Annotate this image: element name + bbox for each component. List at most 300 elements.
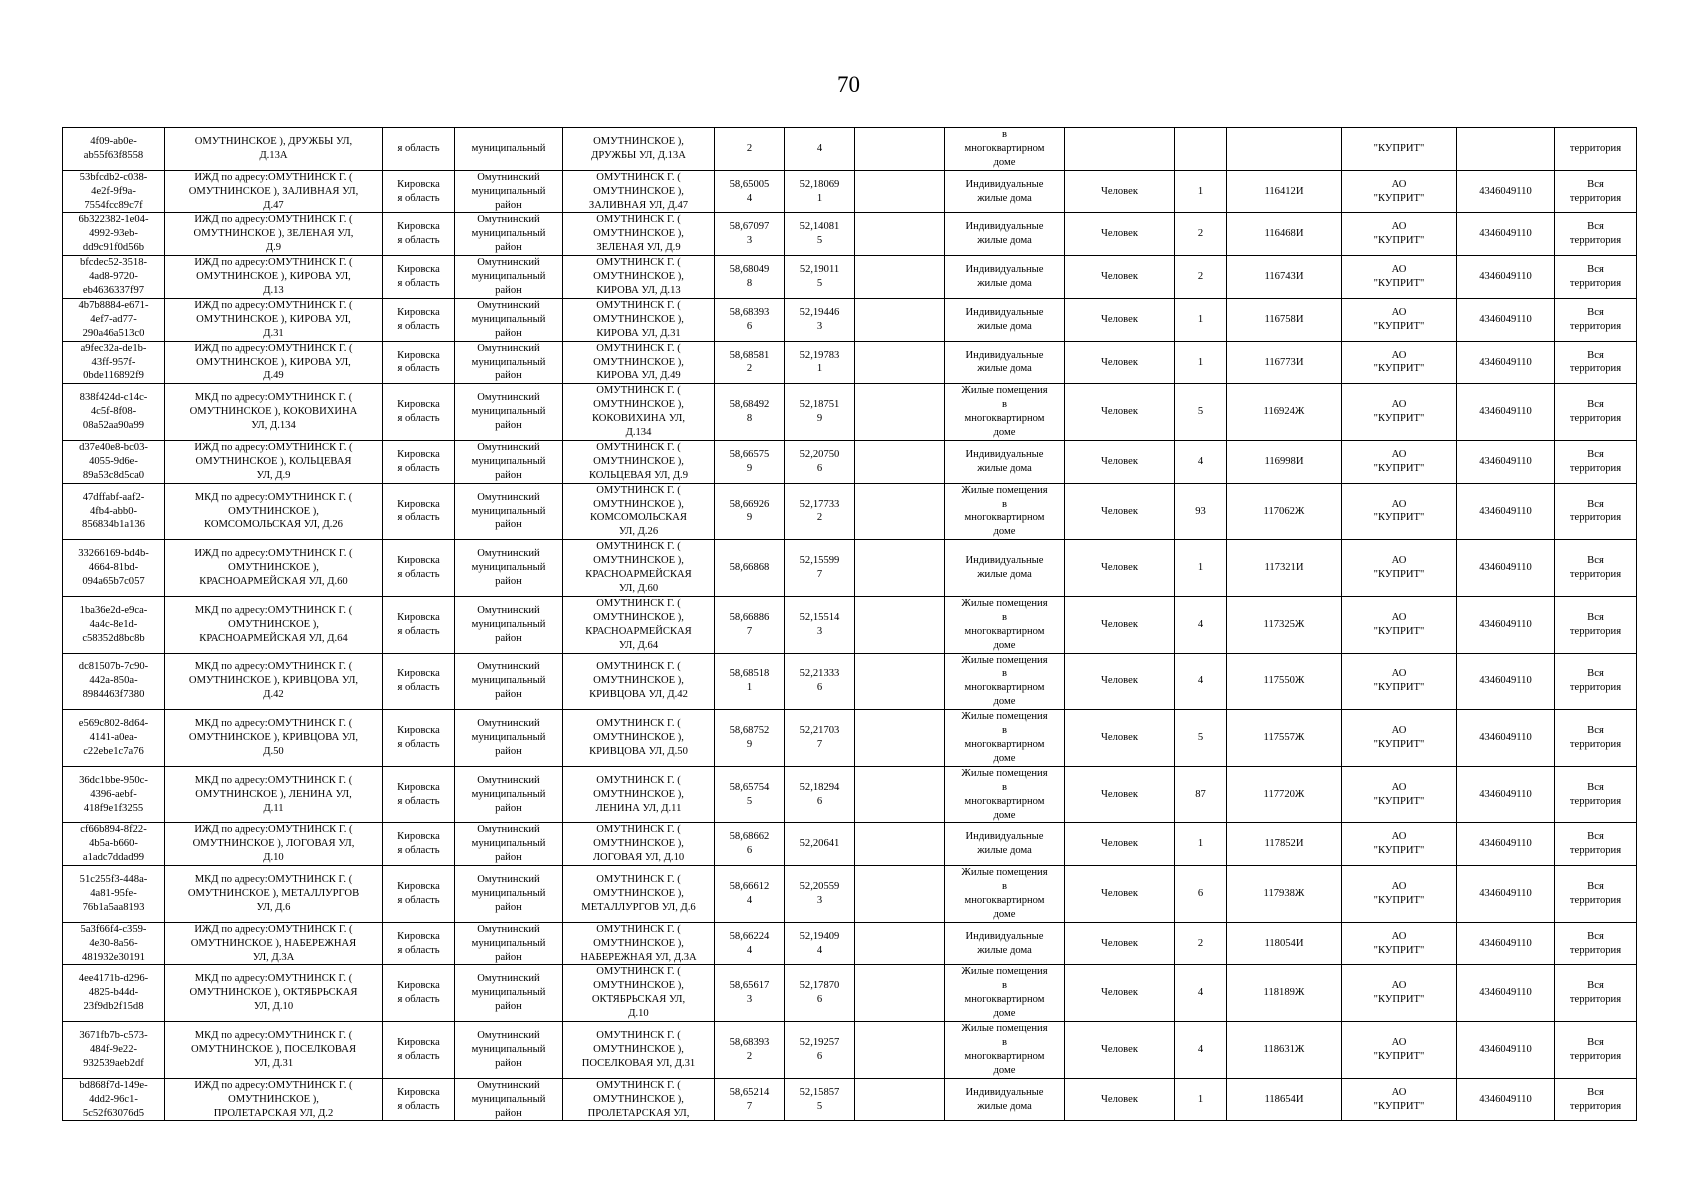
- unit-cell: Человек: [1065, 596, 1175, 653]
- region-cell: Кировска я область: [383, 298, 455, 341]
- resident-count-cell: 4: [1175, 440, 1227, 483]
- object-description-cell: ИЖД по адресу:ОМУТНИНСК Г. ( ОМУТНИНСКОЕ ), КИРОВА УЛ, Д.49: [165, 341, 383, 384]
- latitude-cell: 58,68393 6: [715, 298, 785, 341]
- record-id-cell: 6b322382-1e04- 4992-93eb- dd9c91f0d56b: [63, 213, 165, 256]
- territory-cell: Вся территория: [1555, 540, 1637, 597]
- territory-cell: Вся территория: [1555, 384, 1637, 441]
- inn-cell: 4346049110: [1457, 440, 1555, 483]
- region-cell: Кировска я область: [383, 1022, 455, 1079]
- district-cell: Омутнинский муниципальный район: [455, 1022, 563, 1079]
- operator-cell: АО "КУПРИТ": [1342, 540, 1457, 597]
- operator-cell: АО "КУПРИТ": [1342, 710, 1457, 767]
- latitude-cell: 58,68518 1: [715, 653, 785, 710]
- operator-cell: АО "КУПРИТ": [1342, 213, 1457, 256]
- object-description-cell: МКД по адресу:ОМУТНИНСК Г. ( ОМУТНИНСКОЕ ), МЕТАЛЛУРГОВ УЛ, Д.6: [165, 866, 383, 923]
- record-id-cell: bfcdec52-3518- 4ad8-9720- eb4636337f97: [63, 256, 165, 299]
- inn-cell: 4346049110: [1457, 540, 1555, 597]
- object-code-cell: 116998И: [1227, 440, 1342, 483]
- address-cell: ОМУТНИНСК Г. ( ОМУТНИНСКОЕ ), КИРОВА УЛ, Д.49: [563, 341, 715, 384]
- object-type-cell: Индивидуальные жилые дома: [945, 540, 1065, 597]
- unit-cell: Человек: [1065, 483, 1175, 540]
- district-cell: Омутнинский муниципальный район: [455, 596, 563, 653]
- resident-count-cell: 93: [1175, 483, 1227, 540]
- object-code-cell: 117720Ж: [1227, 766, 1342, 823]
- unit-cell: Человек: [1065, 440, 1175, 483]
- address-cell: ОМУТНИНСК Г. ( ОМУТНИНСКОЕ ), ЗАЛИВНАЯ УЛ, Д.47: [563, 170, 715, 213]
- empty-cell: [855, 170, 945, 213]
- longitude-cell: 52,21333 6: [785, 653, 855, 710]
- empty-cell: [855, 213, 945, 256]
- resident-count-cell: 1: [1175, 170, 1227, 213]
- object-code-cell: 118654И: [1227, 1078, 1342, 1121]
- inn-cell: 4346049110: [1457, 1078, 1555, 1121]
- record-id-cell: 838f424d-c14c- 4c5f-8f08- 08a52aa90a99: [63, 384, 165, 441]
- latitude-cell: 58,65214 7: [715, 1078, 785, 1121]
- latitude-cell: 58,65005 4: [715, 170, 785, 213]
- object-description-cell: ИЖД по адресу:ОМУТНИНСК Г. ( ОМУТНИНСКОЕ ), ПРОЛЕТАРСКАЯ УЛ, Д.2: [165, 1078, 383, 1121]
- table-row: [63, 823, 1637, 866]
- longitude-cell: 52,19783 1: [785, 341, 855, 384]
- record-id-cell: bd868f7d-149e- 4dd2-96c1- 5c52f63076d5: [63, 1078, 165, 1121]
- district-cell: муниципальный: [455, 128, 563, 171]
- region-cell: Кировска я область: [383, 341, 455, 384]
- unit-cell: Человек: [1065, 710, 1175, 767]
- table-row: [63, 866, 1637, 923]
- record-id-cell: dc81507b-7c90- 442a-850a- 8984463f7380: [63, 653, 165, 710]
- empty-cell: [855, 1078, 945, 1121]
- region-cell: Кировска я область: [383, 540, 455, 597]
- empty-cell: [855, 653, 945, 710]
- territory-cell: территория: [1555, 128, 1637, 171]
- region-cell: Кировска я область: [383, 596, 455, 653]
- operator-cell: АО "КУПРИТ": [1342, 384, 1457, 441]
- longitude-cell: 52,19257 6: [785, 1022, 855, 1079]
- object-type-cell: Жилые помещения в многоквартирном доме: [945, 483, 1065, 540]
- inn-cell: 4346049110: [1457, 298, 1555, 341]
- latitude-cell: 58,68752 9: [715, 710, 785, 767]
- district-cell: Омутнинский муниципальный район: [455, 766, 563, 823]
- object-type-cell: Жилые помещения в многоквартирном доме: [945, 710, 1065, 767]
- record-id-cell: 1ba36e2d-e9ca- 4a4c-8e1d- c58352d8bc8b: [63, 596, 165, 653]
- region-cell: Кировска я область: [383, 440, 455, 483]
- empty-cell: [855, 922, 945, 965]
- district-cell: Омутнинский муниципальный район: [455, 170, 563, 213]
- object-code-cell: [1227, 128, 1342, 171]
- latitude-cell: 58,68049 8: [715, 256, 785, 299]
- latitude-cell: 58,68581 2: [715, 341, 785, 384]
- object-description-cell: ИЖД по адресу:ОМУТНИНСК Г. ( ОМУТНИНСКОЕ ), КРАСНОАРМЕЙСКАЯ УЛ, Д.60: [165, 540, 383, 597]
- operator-cell: АО "КУПРИТ": [1342, 256, 1457, 299]
- resident-count-cell: 4: [1175, 653, 1227, 710]
- latitude-cell: 58,68662 6: [715, 823, 785, 866]
- inn-cell: 4346049110: [1457, 965, 1555, 1022]
- district-cell: Омутнинский муниципальный район: [455, 710, 563, 767]
- resident-count-cell: 2: [1175, 213, 1227, 256]
- object-type-cell: Жилые помещения в многоквартирном доме: [945, 1022, 1065, 1079]
- address-cell: ОМУТНИНСКОЕ ), ДРУЖБЫ УЛ, Д.13А: [563, 128, 715, 171]
- empty-cell: [855, 341, 945, 384]
- district-cell: Омутнинский муниципальный район: [455, 298, 563, 341]
- operator-cell: "КУПРИТ": [1342, 128, 1457, 171]
- resident-count-cell: 5: [1175, 384, 1227, 441]
- inn-cell: 4346049110: [1457, 596, 1555, 653]
- object-type-cell: Индивидуальные жилые дома: [945, 440, 1065, 483]
- longitude-cell: 52,20559 3: [785, 866, 855, 923]
- empty-cell: [855, 965, 945, 1022]
- operator-cell: АО "КУПРИТ": [1342, 965, 1457, 1022]
- latitude-cell: 58,66612 4: [715, 866, 785, 923]
- inn-cell: 4346049110: [1457, 866, 1555, 923]
- address-cell: ОМУТНИНСК Г. ( ОМУТНИНСКОЕ ), ЗЕЛЕНАЯ УЛ, Д.9: [563, 213, 715, 256]
- object-code-cell: 116743И: [1227, 256, 1342, 299]
- unit-cell: Человек: [1065, 1078, 1175, 1121]
- address-cell: ОМУТНИНСК Г. ( ОМУТНИНСКОЕ ), ЛОГОВАЯ УЛ, Д.10: [563, 823, 715, 866]
- region-cell: Кировска я область: [383, 384, 455, 441]
- resident-count-cell: 1: [1175, 298, 1227, 341]
- region-cell: Кировска я область: [383, 766, 455, 823]
- territory-cell: Вся территория: [1555, 766, 1637, 823]
- object-description-cell: ИЖД по адресу:ОМУТНИНСК Г. ( ОМУТНИНСКОЕ ), КОЛЬЦЕВАЯ УЛ, Д.9: [165, 440, 383, 483]
- table-row: [63, 213, 1637, 256]
- table-row: [63, 1078, 1637, 1121]
- record-id-cell: 3671fb7b-c573- 484f-9e22- 932539aeb2df: [63, 1022, 165, 1079]
- inn-cell: 4346049110: [1457, 1022, 1555, 1079]
- object-code-cell: 116758И: [1227, 298, 1342, 341]
- operator-cell: АО "КУПРИТ": [1342, 298, 1457, 341]
- table-row: [63, 483, 1637, 540]
- object-description-cell: МКД по адресу:ОМУТНИНСК Г. ( ОМУТНИНСКОЕ ), КРИВЦОВА УЛ, Д.50: [165, 710, 383, 767]
- district-cell: Омутнинский муниципальный район: [455, 922, 563, 965]
- table-row: [63, 710, 1637, 767]
- object-code-cell: 118189Ж: [1227, 965, 1342, 1022]
- operator-cell: АО "КУПРИТ": [1342, 341, 1457, 384]
- longitude-cell: 52,20750 6: [785, 440, 855, 483]
- longitude-cell: 52,18751 9: [785, 384, 855, 441]
- object-description-cell: МКД по адресу:ОМУТНИНСК Г. ( ОМУТНИНСКОЕ ), ПОСЕЛКОВАЯ УЛ, Д.31: [165, 1022, 383, 1079]
- object-type-cell: Жилые помещения в многоквартирном доме: [945, 965, 1065, 1022]
- territory-cell: Вся территория: [1555, 823, 1637, 866]
- table-row: [63, 341, 1637, 384]
- territory-cell: Вся территория: [1555, 170, 1637, 213]
- district-cell: Омутнинский муниципальный район: [455, 965, 563, 1022]
- region-cell: Кировска я область: [383, 256, 455, 299]
- region-cell: Кировска я область: [383, 213, 455, 256]
- address-cell: ОМУТНИНСК Г. ( ОМУТНИНСКОЕ ), МЕТАЛЛУРГОВ УЛ, Д.6: [563, 866, 715, 923]
- inn-cell: 4346049110: [1457, 213, 1555, 256]
- object-description-cell: МКД по адресу:ОМУТНИНСК Г. ( ОМУТНИНСКОЕ ), ОКТЯБРЬСКАЯ УЛ, Д.10: [165, 965, 383, 1022]
- object-type-cell: в многоквартирном доме: [945, 128, 1065, 171]
- object-code-cell: 117550Ж: [1227, 653, 1342, 710]
- object-description-cell: МКД по адресу:ОМУТНИНСК Г. ( ОМУТНИНСКОЕ ), КОМСОМОЛЬСКАЯ УЛ, Д.26: [165, 483, 383, 540]
- longitude-cell: 52,17733 2: [785, 483, 855, 540]
- inn-cell: 4346049110: [1457, 483, 1555, 540]
- object-type-cell: Индивидуальные жилые дома: [945, 213, 1065, 256]
- latitude-cell: 58,66886 7: [715, 596, 785, 653]
- inn-cell: 4346049110: [1457, 823, 1555, 866]
- latitude-cell: 58,66224 4: [715, 922, 785, 965]
- object-type-cell: Жилые помещения в многоквартирном доме: [945, 384, 1065, 441]
- district-cell: Омутнинский муниципальный район: [455, 213, 563, 256]
- operator-cell: АО "КУПРИТ": [1342, 1022, 1457, 1079]
- empty-cell: [855, 384, 945, 441]
- object-type-cell: Жилые помещения в многоквартирном доме: [945, 766, 1065, 823]
- district-cell: Омутнинский муниципальный район: [455, 440, 563, 483]
- resident-count-cell: 1: [1175, 823, 1227, 866]
- inn-cell: 4346049110: [1457, 766, 1555, 823]
- empty-cell: [855, 596, 945, 653]
- region-cell: Кировска я область: [383, 710, 455, 767]
- unit-cell: Человек: [1065, 298, 1175, 341]
- record-id-cell: 53bfcdb2-c038- 4e2f-9f9a- 7554fcc89c7f: [63, 170, 165, 213]
- object-description-cell: ИЖД по адресу:ОМУТНИНСК Г. ( ОМУТНИНСКОЕ ), ЗАЛИВНАЯ УЛ, Д.47: [165, 170, 383, 213]
- registry-table: [62, 127, 1637, 1121]
- unit-cell: Человек: [1065, 823, 1175, 866]
- empty-cell: [855, 440, 945, 483]
- record-id-cell: 4ee4171b-d296- 4825-b44d- 23f9db2f15d8: [63, 965, 165, 1022]
- address-cell: ОМУТНИНСК Г. ( ОМУТНИНСКОЕ ), ОКТЯБРЬСКАЯ УЛ, Д.10: [563, 965, 715, 1022]
- record-id-cell: 4f09-ab0e- ab55f63f8558: [63, 128, 165, 171]
- object-type-cell: Индивидуальные жилые дома: [945, 823, 1065, 866]
- empty-cell: [855, 540, 945, 597]
- object-description-cell: ОМУТНИНСКОЕ ), ДРУЖБЫ УЛ, Д.13А: [165, 128, 383, 171]
- longitude-cell: 52,17870 6: [785, 965, 855, 1022]
- object-type-cell: Индивидуальные жилые дома: [945, 298, 1065, 341]
- table-row: [63, 440, 1637, 483]
- latitude-cell: 58,68492 8: [715, 384, 785, 441]
- object-code-cell: 117938Ж: [1227, 866, 1342, 923]
- operator-cell: АО "КУПРИТ": [1342, 440, 1457, 483]
- resident-count-cell: 4: [1175, 1022, 1227, 1079]
- record-id-cell: 33266169-bd4b- 4664-81bd- 094a65b7c057: [63, 540, 165, 597]
- territory-cell: Вся территория: [1555, 922, 1637, 965]
- object-description-cell: ИЖД по адресу:ОМУТНИНСК Г. ( ОМУТНИНСКОЕ ), КИРОВА УЛ, Д.13: [165, 256, 383, 299]
- record-id-cell: d37e40e8-bc03- 4055-9d6e- 89a53c8d5ca0: [63, 440, 165, 483]
- record-id-cell: 36dc1bbe-950c- 4396-aebf- 418f9e1f3255: [63, 766, 165, 823]
- resident-count-cell: 87: [1175, 766, 1227, 823]
- district-cell: Омутнинский муниципальный район: [455, 1078, 563, 1121]
- region-cell: Кировска я область: [383, 653, 455, 710]
- object-type-cell: Индивидуальные жилые дома: [945, 1078, 1065, 1121]
- district-cell: Омутнинский муниципальный район: [455, 256, 563, 299]
- address-cell: ОМУТНИНСК Г. ( ОМУТНИНСКОЕ ), КИРОВА УЛ, Д.31: [563, 298, 715, 341]
- unit-cell: Человек: [1065, 213, 1175, 256]
- resident-count-cell: 1: [1175, 540, 1227, 597]
- unit-cell: Человек: [1065, 922, 1175, 965]
- longitude-cell: 52,20641: [785, 823, 855, 866]
- territory-cell: Вся территория: [1555, 298, 1637, 341]
- table-row: [63, 1022, 1637, 1079]
- table-row: [63, 540, 1637, 597]
- longitude-cell: 52,14081 5: [785, 213, 855, 256]
- object-code-cell: 117852И: [1227, 823, 1342, 866]
- operator-cell: АО "КУПРИТ": [1342, 922, 1457, 965]
- unit-cell: Человек: [1065, 341, 1175, 384]
- empty-cell: [855, 128, 945, 171]
- address-cell: ОМУТНИНСК Г. ( ОМУТНИНСКОЕ ), КОЛЬЦЕВАЯ УЛ, Д.9: [563, 440, 715, 483]
- region-cell: я область: [383, 128, 455, 171]
- territory-cell: Вся территория: [1555, 653, 1637, 710]
- latitude-cell: 2: [715, 128, 785, 171]
- longitude-cell: 52,19011 5: [785, 256, 855, 299]
- record-id-cell: 51c255f3-448a- 4a81-95fe- 76b1a5aa8193: [63, 866, 165, 923]
- table-row: [63, 128, 1637, 171]
- inn-cell: 4346049110: [1457, 710, 1555, 767]
- object-code-cell: 118054И: [1227, 922, 1342, 965]
- unit-cell: Человек: [1065, 866, 1175, 923]
- table-row: [63, 596, 1637, 653]
- address-cell: ОМУТНИНСК Г. ( ОМУТНИНСКОЕ ), ЛЕНИНА УЛ, Д.11: [563, 766, 715, 823]
- operator-cell: АО "КУПРИТ": [1342, 483, 1457, 540]
- empty-cell: [855, 1022, 945, 1079]
- district-cell: Омутнинский муниципальный район: [455, 866, 563, 923]
- territory-cell: Вся территория: [1555, 1022, 1637, 1079]
- latitude-cell: 58,67097 3: [715, 213, 785, 256]
- address-cell: ОМУТНИНСК Г. ( ОМУТНИНСКОЕ ), КРИВЦОВА УЛ, Д.42: [563, 653, 715, 710]
- address-cell: ОМУТНИНСК Г. ( ОМУТНИНСКОЕ ), КРИВЦОВА УЛ, Д.50: [563, 710, 715, 767]
- region-cell: Кировска я область: [383, 483, 455, 540]
- latitude-cell: 58,66868: [715, 540, 785, 597]
- district-cell: Омутнинский муниципальный район: [455, 483, 563, 540]
- longitude-cell: 52,19409 4: [785, 922, 855, 965]
- longitude-cell: 52,15857 5: [785, 1078, 855, 1121]
- object-description-cell: МКД по адресу:ОМУТНИНСК Г. ( ОМУТНИНСКОЕ ), КОКОВИХИНА УЛ, Д.134: [165, 384, 383, 441]
- region-cell: Кировска я область: [383, 1078, 455, 1121]
- district-cell: Омутнинский муниципальный район: [455, 341, 563, 384]
- inn-cell: [1457, 128, 1555, 171]
- territory-cell: Вся территория: [1555, 440, 1637, 483]
- territory-cell: Вся территория: [1555, 256, 1637, 299]
- address-cell: ОМУТНИНСК Г. ( ОМУТНИНСКОЕ ), КОМСОМОЛЬСКАЯ УЛ, Д.26: [563, 483, 715, 540]
- unit-cell: Человек: [1065, 170, 1175, 213]
- resident-count-cell: 2: [1175, 256, 1227, 299]
- unit-cell: Человек: [1065, 653, 1175, 710]
- empty-cell: [855, 766, 945, 823]
- district-cell: Омутнинский муниципальный район: [455, 384, 563, 441]
- table-row: [63, 965, 1637, 1022]
- object-type-cell: Индивидуальные жилые дома: [945, 170, 1065, 213]
- inn-cell: 4346049110: [1457, 384, 1555, 441]
- empty-cell: [855, 298, 945, 341]
- longitude-cell: 52,19446 3: [785, 298, 855, 341]
- district-cell: Омутнинский муниципальный район: [455, 823, 563, 866]
- operator-cell: АО "КУПРИТ": [1342, 766, 1457, 823]
- district-cell: Омутнинский муниципальный район: [455, 653, 563, 710]
- empty-cell: [855, 483, 945, 540]
- longitude-cell: 4: [785, 128, 855, 171]
- empty-cell: [855, 710, 945, 767]
- resident-count-cell: 2: [1175, 922, 1227, 965]
- operator-cell: АО "КУПРИТ": [1342, 596, 1457, 653]
- operator-cell: АО "КУПРИТ": [1342, 866, 1457, 923]
- record-id-cell: e569c802-8d64- 4141-a0ea- c22ebe1c7a76: [63, 710, 165, 767]
- record-id-cell: a9fec32a-de1b- 43ff-957f- 0bde116892f9: [63, 341, 165, 384]
- table-row: [63, 256, 1637, 299]
- unit-cell: Человек: [1065, 1022, 1175, 1079]
- object-code-cell: 116773И: [1227, 341, 1342, 384]
- object-description-cell: МКД по адресу:ОМУТНИНСК Г. ( ОМУТНИНСКОЕ ), КРИВЦОВА УЛ, Д.42: [165, 653, 383, 710]
- empty-cell: [855, 866, 945, 923]
- object-description-cell: МКД по адресу:ОМУТНИНСК Г. ( ОМУТНИНСКОЕ ), КРАСНОАРМЕЙСКАЯ УЛ, Д.64: [165, 596, 383, 653]
- longitude-cell: 52,18294 6: [785, 766, 855, 823]
- object-code-cell: 117325Ж: [1227, 596, 1342, 653]
- resident-count-cell: 4: [1175, 596, 1227, 653]
- district-cell: Омутнинский муниципальный район: [455, 540, 563, 597]
- table-row: [63, 384, 1637, 441]
- unit-cell: Человек: [1065, 766, 1175, 823]
- territory-cell: Вся территория: [1555, 965, 1637, 1022]
- object-type-cell: Жилые помещения в многоквартирном доме: [945, 596, 1065, 653]
- longitude-cell: 52,15599 7: [785, 540, 855, 597]
- record-id-cell: 4b7b8884-e671- 4ef7-ad77- 290a46a513c0: [63, 298, 165, 341]
- page-number: 70: [837, 72, 860, 97]
- region-cell: Кировска я область: [383, 823, 455, 866]
- territory-cell: Вся территория: [1555, 596, 1637, 653]
- address-cell: ОМУТНИНСК Г. ( ОМУТНИНСКОЕ ), КРАСНОАРМЕЙСКАЯ УЛ, Д.60: [563, 540, 715, 597]
- registry-body: [63, 128, 1637, 1121]
- object-code-cell: 117557Ж: [1227, 710, 1342, 767]
- object-description-cell: ИЖД по адресу:ОМУТНИНСК Г. ( ОМУТНИНСКОЕ ), ЛОГОВАЯ УЛ, Д.10: [165, 823, 383, 866]
- address-cell: ОМУТНИНСК Г. ( ОМУТНИНСКОЕ ), КРАСНОАРМЕЙСКАЯ УЛ, Д.64: [563, 596, 715, 653]
- empty-cell: [855, 823, 945, 866]
- object-description-cell: ИЖД по адресу:ОМУТНИНСК Г. ( ОМУТНИНСКОЕ ), НАБЕРЕЖНАЯ УЛ, Д.3А: [165, 922, 383, 965]
- table-row: [63, 653, 1637, 710]
- resident-count-cell: [1175, 128, 1227, 171]
- latitude-cell: 58,66575 9: [715, 440, 785, 483]
- operator-cell: АО "КУПРИТ": [1342, 823, 1457, 866]
- record-id-cell: 47dffabf-aaf2- 4fb4-abb0- 856834b1a136: [63, 483, 165, 540]
- object-code-cell: 117062Ж: [1227, 483, 1342, 540]
- object-code-cell: 116924Ж: [1227, 384, 1342, 441]
- object-description-cell: ИЖД по адресу:ОМУТНИНСК Г. ( ОМУТНИНСКОЕ ), ЗЕЛЕНАЯ УЛ, Д.9: [165, 213, 383, 256]
- table-row: [63, 170, 1637, 213]
- object-code-cell: 116412И: [1227, 170, 1342, 213]
- territory-cell: Вся территория: [1555, 710, 1637, 767]
- region-cell: Кировска я область: [383, 170, 455, 213]
- operator-cell: АО "КУПРИТ": [1342, 170, 1457, 213]
- resident-count-cell: 1: [1175, 1078, 1227, 1121]
- object-description-cell: МКД по адресу:ОМУТНИНСК Г. ( ОМУТНИНСКОЕ ), ЛЕНИНА УЛ, Д.11: [165, 766, 383, 823]
- address-cell: ОМУТНИНСК Г. ( ОМУТНИНСКОЕ ), КОКОВИХИНА УЛ, Д.134: [563, 384, 715, 441]
- record-id-cell: 5a3f66f4-c359- 4e30-8a56- 481932e30191: [63, 922, 165, 965]
- territory-cell: Вся территория: [1555, 213, 1637, 256]
- latitude-cell: 58,65617 3: [715, 965, 785, 1022]
- table-row: [63, 298, 1637, 341]
- resident-count-cell: 1: [1175, 341, 1227, 384]
- latitude-cell: 58,68393 2: [715, 1022, 785, 1079]
- unit-cell: [1065, 128, 1175, 171]
- inn-cell: 4346049110: [1457, 922, 1555, 965]
- object-description-cell: ИЖД по адресу:ОМУТНИНСК Г. ( ОМУТНИНСКОЕ ), КИРОВА УЛ, Д.31: [165, 298, 383, 341]
- longitude-cell: 52,15514 3: [785, 596, 855, 653]
- resident-count-cell: 5: [1175, 710, 1227, 767]
- object-type-cell: Индивидуальные жилые дома: [945, 341, 1065, 384]
- object-type-cell: Индивидуальные жилые дома: [945, 922, 1065, 965]
- table-row: [63, 766, 1637, 823]
- unit-cell: Человек: [1065, 965, 1175, 1022]
- longitude-cell: 52,21703 7: [785, 710, 855, 767]
- object-code-cell: 117321И: [1227, 540, 1342, 597]
- operator-cell: АО "КУПРИТ": [1342, 653, 1457, 710]
- territory-cell: Вся территория: [1555, 866, 1637, 923]
- unit-cell: Человек: [1065, 384, 1175, 441]
- address-cell: ОМУТНИНСК Г. ( ОМУТНИНСКОЕ ), ПОСЕЛКОВАЯ УЛ, Д.31: [563, 1022, 715, 1079]
- inn-cell: 4346049110: [1457, 341, 1555, 384]
- latitude-cell: 58,66926 9: [715, 483, 785, 540]
- address-cell: ОМУТНИНСК Г. ( ОМУТНИНСКОЕ ), ПРОЛЕТАРСКАЯ УЛ,: [563, 1078, 715, 1121]
- region-cell: Кировска я область: [383, 965, 455, 1022]
- territory-cell: Вся территория: [1555, 1078, 1637, 1121]
- unit-cell: Человек: [1065, 540, 1175, 597]
